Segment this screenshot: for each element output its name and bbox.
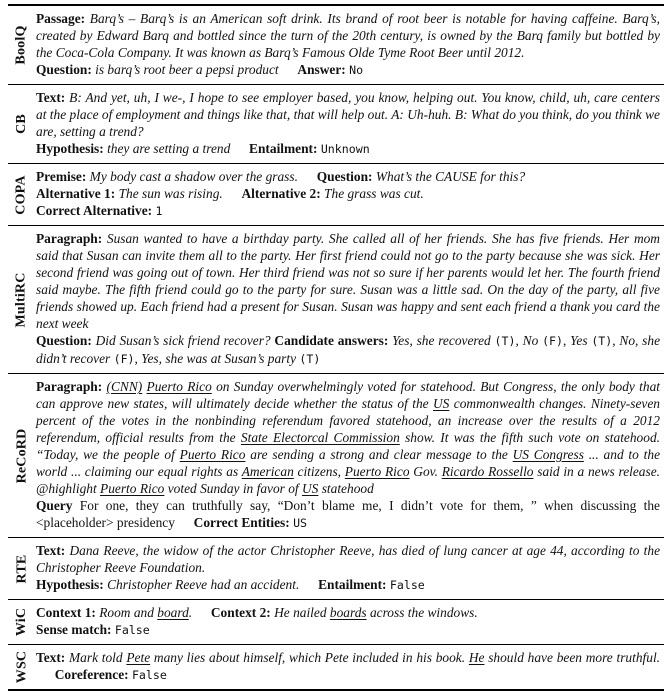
text-segment: on Sunday overwhelmingly voted for statehood. But Congress, the only body that can approve new states, will ultimately decide whether the status of the — [36, 379, 660, 411]
text-segment: Coreference: — [54, 667, 132, 682]
text-segment: Premise: — [36, 169, 90, 184]
text-segment: Text: — [36, 650, 70, 665]
task-label-cell — [8, 226, 36, 373]
text-segment: voted Sunday in favor of — [164, 481, 302, 496]
text-segment: Puerto Rico — [146, 379, 212, 394]
text-segment: Pete — [126, 650, 151, 665]
text-line — [36, 140, 660, 158]
text-segment: Room and — [99, 605, 158, 620]
text-segment: Text: — [36, 90, 70, 105]
task-label-rte: RTE — [14, 554, 29, 583]
text-segment: False — [131, 668, 167, 682]
task-row-wsc — [8, 644, 664, 689]
text-line — [36, 378, 660, 497]
task-label-cell — [8, 164, 36, 225]
text-segment: Hypothesis: — [36, 577, 108, 592]
text-segment: For one, they can truthfully say, “Don’t blame me, I didn’t vote for them, ” when discussing the <placeholder> presidency — [36, 498, 660, 530]
task-label-wsc: WSC — [14, 650, 29, 684]
text-segment: State Electorcal Commission — [240, 430, 400, 445]
text-segment: many lies about himself, which Pete included in his book. — [150, 650, 469, 665]
text-line — [36, 576, 660, 594]
text-segment: across the windows. — [366, 605, 478, 620]
text-segment: is barq’s root beer a pepsi product — [95, 62, 279, 77]
task-content-boolq — [36, 6, 664, 84]
task-row-multirc — [8, 225, 664, 373]
text-segment: Question: — [36, 62, 96, 77]
text-line — [36, 332, 660, 368]
text-segment: Correct Entities: — [193, 515, 294, 530]
text-segment: Entailment: — [249, 141, 321, 156]
text-segment: statehood — [318, 481, 374, 496]
text-line — [36, 89, 660, 140]
text-line — [36, 604, 660, 621]
task-label-cb: CB — [13, 114, 29, 134]
task-label-cell — [8, 85, 36, 163]
text-segment: should have been more truthful. — [484, 650, 661, 665]
text-segment: No, she didn’t recover — [36, 333, 661, 366]
text-line — [36, 61, 660, 79]
task-row-rte — [8, 537, 664, 599]
task-content-wsc — [36, 645, 664, 689]
text-segment: US — [301, 481, 319, 496]
text-segment: Sense match: — [36, 622, 115, 637]
text-segment: (T) — [299, 352, 321, 366]
task-row-cb — [8, 84, 664, 163]
text-line — [36, 621, 660, 639]
task-label-wic: WiC — [14, 607, 30, 637]
text-segment: show. It was the fifth such vote on statehood. “Today, we the people of — [36, 430, 660, 462]
task-content-multirc — [36, 226, 664, 373]
text-segment: they are setting a trend — [107, 141, 231, 156]
task-label-multirc: MultiRC — [14, 271, 29, 328]
text-segment: Did Susan’s sick friend recover? — [95, 333, 275, 348]
text-segment: Entailment: — [318, 577, 390, 592]
text-segment: American — [241, 464, 294, 479]
task-content-cb — [36, 85, 664, 163]
text-segment: What’s the CAUSE for this? — [375, 169, 526, 184]
text-segment: board — [157, 605, 189, 620]
text-segment: US — [432, 396, 450, 411]
text-segment: Question: — [316, 169, 376, 184]
text-segment: Alternative 1: — [36, 186, 119, 201]
text-segment: ... and to the world ... claiming our equal rights as — [36, 447, 661, 479]
text-segment: Susan wanted to have a birthday party. She called all of her friends. She has five friends. Her mom said that Susan can invite them all to the party. Her first friend could not go to the party because she was sick. Her second friend was going out of town. Her third friend was not so sure if her parents would let her. The fourth friend said maybe. The fifth friend could go to the party for sure. Susan was a little sad. On the day of the party, all five friends showed up. Each friend had a present for Susan. Susan was happy and sent each friend a thank you card the next week — [36, 231, 660, 331]
text-segment: , — [134, 351, 142, 366]
text-segment: Puerto Rico — [100, 481, 165, 496]
text-segment: Context 1: — [36, 605, 100, 620]
task-row-copa — [8, 163, 664, 225]
text-segment: . — [188, 605, 193, 620]
text-segment: , — [515, 333, 523, 348]
text-segment: boards — [329, 605, 367, 620]
task-label-cell — [8, 374, 36, 537]
text-segment: False — [114, 623, 150, 637]
text-segment: B: And yet, uh, I we-, I hope to see employer based, you know, helping out. You know, child, uh, care centers at the place of employment and things like that, that will help out. A: Uh-huh. B: What do you think, do you think we are, setting a trend? — [36, 90, 660, 139]
text-segment: Ricardo Rossello — [441, 464, 534, 479]
task-label-boolq: BoolQ — [14, 25, 29, 65]
text-segment: Alternative 2: — [241, 186, 325, 201]
text-segment: Unknown — [320, 142, 370, 156]
superglue-examples-table — [8, 4, 664, 691]
task-label-cell — [8, 645, 36, 689]
text-segment: Candidate answers: — [274, 333, 393, 348]
text-segment: No — [522, 333, 543, 348]
task-content-record — [36, 374, 664, 537]
text-segment: commonwealth changes. Ninety-seven percent of the votes in the nonbinding referendum favored statehood, an increase over the results of a 2012 referendum, official results from the — [36, 396, 660, 445]
text-segment: (F) — [542, 334, 564, 348]
text-line — [36, 542, 660, 576]
text-segment: Christopher Reeve had an accident. — [107, 577, 300, 592]
text-segment: Text: — [36, 543, 70, 558]
text-line — [36, 497, 660, 532]
task-content-rte — [36, 538, 664, 599]
text-segment: citizens, — [293, 464, 345, 479]
task-row-record — [8, 373, 664, 537]
text-segment: , — [563, 333, 571, 348]
task-row-boolq — [8, 6, 664, 84]
text-segment: Puerto Rico — [344, 464, 410, 479]
text-segment: Query — [36, 498, 73, 513]
text-segment: Dana Reeve, the widow of the actor Christopher Reeve, has died of lung cancer at age 44, according to the Christopher Reeve Foundation. — [36, 543, 661, 575]
text-segment: The sun was rising. — [118, 186, 223, 201]
text-line — [36, 185, 660, 202]
text-segment: said in a news release. @highlight — [36, 464, 660, 496]
text-segment: are sending a strong and clear message to the — [245, 447, 513, 462]
text-segment: US — [293, 516, 308, 530]
text-segment: Paragraph: — [36, 231, 107, 246]
text-segment: Barq’s – Barq’s is an American soft drink. Its brand of root beer is notable for having caffeine. Barq’s, created by Edward Barq and bottled since the turn of the 20th century, is owned by the Barq family but bottled by the Coca-Cola Company. It was known as Barq’s Famous Olde Tyme Root Beer until 2012. — [36, 11, 660, 60]
task-row-wic — [8, 599, 664, 644]
text-segment: False — [389, 578, 425, 592]
text-line — [36, 649, 660, 684]
text-line — [36, 168, 660, 185]
task-label-cell — [8, 6, 36, 84]
text-segment: Yes — [570, 333, 592, 348]
text-segment: The grass was cut. — [324, 186, 424, 201]
text-line — [36, 230, 660, 332]
text-segment: Context 2: — [210, 605, 275, 620]
text-segment: Yes, she recovered — [392, 333, 495, 348]
text-segment: He nailed — [274, 605, 330, 620]
text-segment: (T) — [494, 334, 516, 348]
text-segment: Mark told — [69, 650, 127, 665]
text-segment: Gov. — [409, 464, 442, 479]
task-content-copa — [36, 164, 664, 225]
text-segment: (T) — [591, 334, 613, 348]
text-segment: Yes, she was at Susan’s party — [141, 351, 300, 366]
text-segment: Question: — [36, 333, 96, 348]
text-segment: No — [349, 63, 364, 77]
text-segment: Paragraph: — [36, 379, 107, 394]
text-segment: US Congress — [512, 447, 584, 462]
task-label-record: ReCoRD — [14, 428, 30, 483]
text-segment: My body cast a shadow over the grass. — [89, 169, 298, 184]
task-label-cell — [8, 538, 36, 599]
task-content-wic — [36, 600, 664, 644]
text-segment: , — [612, 333, 620, 348]
text-line — [36, 202, 660, 220]
text-segment: 1 — [155, 204, 163, 218]
text-segment: (CNN) — [106, 379, 143, 394]
text-segment: He — [468, 650, 485, 665]
text-segment: Puerto Rico — [179, 447, 246, 462]
text-segment: (F) — [113, 352, 135, 366]
task-label-cell — [8, 600, 36, 644]
text-segment: Passage: — [36, 11, 90, 26]
text-segment: Hypothesis: — [36, 141, 108, 156]
text-line — [36, 10, 660, 61]
text-segment: Correct Alternative: — [36, 203, 156, 218]
text-segment: Answer: — [297, 62, 350, 77]
task-label-copa: COPA — [14, 174, 29, 215]
